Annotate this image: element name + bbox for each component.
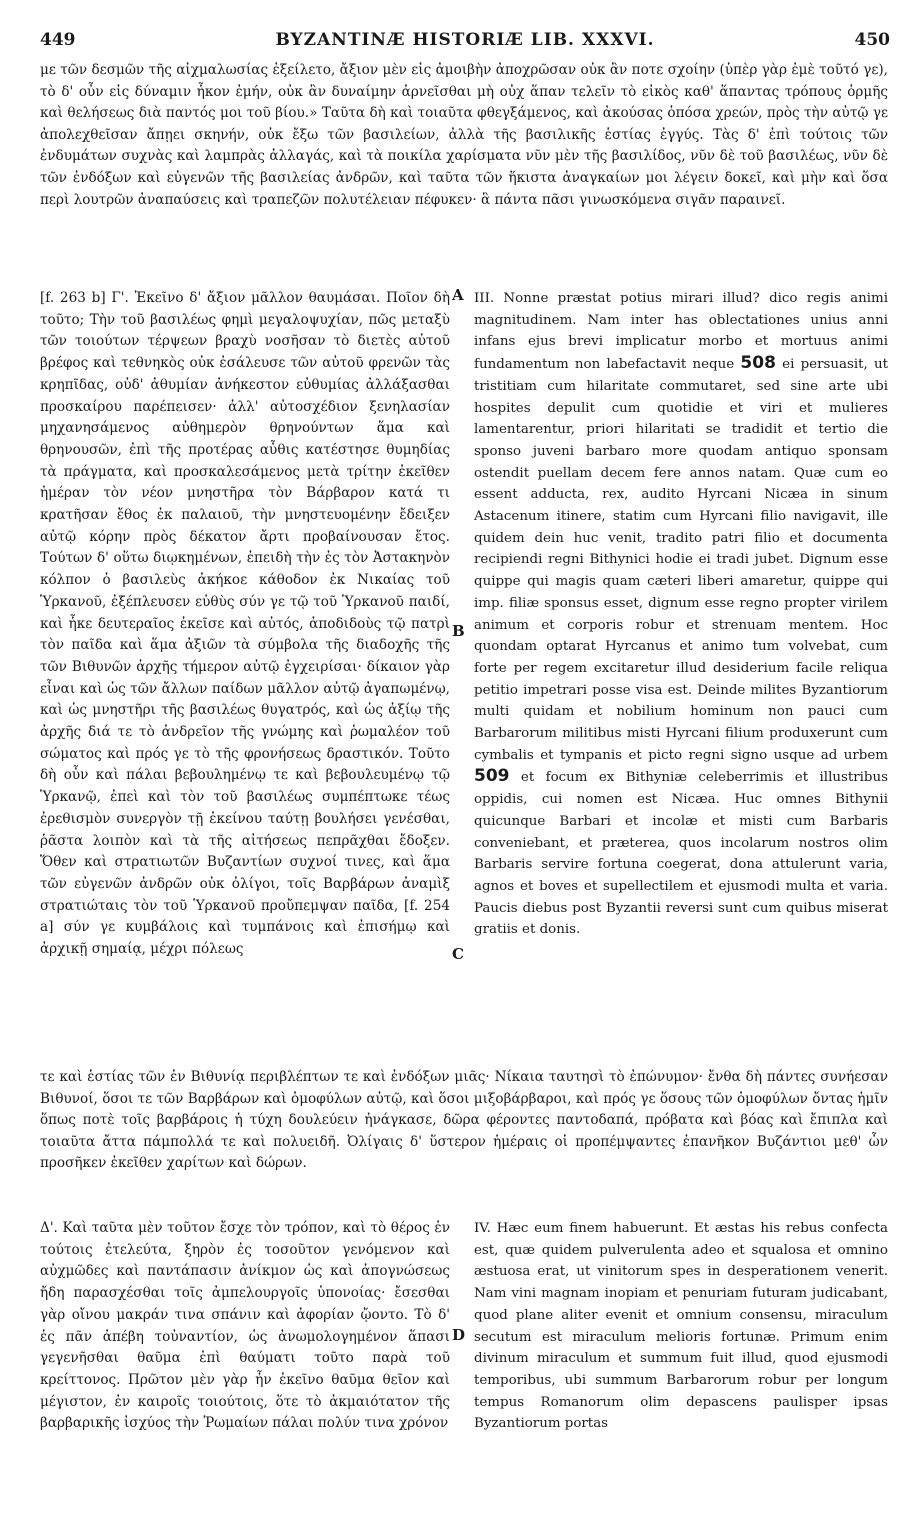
edition-page-number-509: 509: [474, 766, 510, 787]
margin-marker-d: D: [452, 1326, 466, 1344]
greek-paragraph-top: με τῶν δεσμῶν τῆς αἰχμαλωσίας ἐξείλετο, ἄξιον μὲν εἰς ἀμοιβὴν ἀποχρῶσαν οὐκ ἂν ποτε σχοίην (ὑπὲρ γὰρ ἐμὲ τοῦτό γε), τὸ δ' οὖν εἰς δύναμιν ἧκον ἐμήν, οὐκ ἂν δυναίμην ἀρνεῖσθαι μὴ οὐχ ἅπαν τελεῖν τὸ εἰκὸς καθ' ἅπαντας τρόπους ὁρμῆς καὶ θελήσεως διὰ παντός μοι τοῦ βίου.» Ταῦτα δὴ καὶ τοιαῦτα φθεγξάμενος, καὶ ἀκούσας ὁπόσα χρεών, πρὸς τὴν αὐτῷ γε ἀπολεχθεῖσαν ἄπῃει σκηνήν, οὐκ ἔξω τῶν βασιλείων, ἀλλὰ τῆς βασιλικῆς ἑστίας ἐγγύς. Τὰς δ' ἐπὶ τούτοις τῶν ἐνδυμάτων συχνὰς καὶ λαμπρὰς ἀλλαγάς, καὶ τὰ ποικίλα χαρίσματα νῦν μὲν τῆς βασιλίδος, νῦν δὲ τοῦ βασιλέως, νῦν δὲ τῶν ἐνδόξων καὶ εὐγενῶν τῆς βασιλείας ἀνδρῶν, καὶ ταῦτα τῶν ἥκιστα ἀναγκαίων μοι λέγειν δοκεῖ, καὶ μὴν καὶ ὅσα περὶ λουτρῶν ἀναπαύσεις καὶ τραπεζῶν πολυτέλειαν πέφυκεν· ἃ πάντα πᾶσι γινωσκόμενα σιγᾶν παραινεῖ.: [40, 62, 888, 208]
latin-text-3b: ei persuasit, ut tristitiam cum hilaritate commutaret, sed sine arte ubi hospites depulit cum quotidie et viri et mulieres lamentarentur, priori hilaritati se tradidit et tertio die sponso juveni barbaro more quodam antiquo sponsam ostendit puellam decem fere annos natam. Quæ cum eo essent adducta, rex, audito Hyrcani Nicæa in sinum Astacenum itinere, statim cum Hyrcani filio navigavit, ille quidem dein huc venit, tradito patri filio et documenta recipiendi regni Bithynici hodie ei tradi jubet. Dignum esse quippe qui magis quam cæteri liberi amaretur, quippe qui imp. filiæ sponsus esset, dignum esse regno propter virilem animum et corporis robur et strenuam mentem. Hoc quondam optarat Hyrcanus et animo tum volvebat, cum forte per regem excitaretur illud desiderium facile reliqua petitio impetrari posse visa est. Deinde milites Byzantiorum multi quidam et nobilium hominum non pauci cum Barbarorum militibus misti Hyrcani filium produxerunt cum cymbalis et tympanis et picto regni signo usque ad urbem: [474, 357, 888, 763]
page-number-right: 450: [854, 30, 890, 50]
latin-text-3c: et focum ex Bithyniæ celeberrimis et illustribus oppidis, cui nomen est Nicæa. Huc omnes Bithynii quicunque Barbari et incolæ et misti cum Barbaris conveniebant, et præterea, quos incolarum nostros olim Barbaris servire fortuna coegerat, dona attulerunt varia, agnos et boves et supellectilem et ejusmodi multa et varia. Paucis diebus post Byzantii reversi sunt cum quibus miserat gratiis et donis.: [474, 770, 888, 938]
page-number-left: 449: [40, 30, 76, 50]
greek-paragraph-3: [f. 263 b] Γ'. Ἐκεῖνο δ' ἄξιον μᾶλλον θαυμάσαι. Ποῖον δὴ τοῦτο; Τὴν τοῦ βασιλέως φημὶ μεγαλοψυχίαν, πῶς μεταξὺ τῶν τοιούτων τέρψεων βραχὺ νοσῆσαν τὸ διετὲς αὐτοῦ βρέφος καὶ τεθνηκὸς οὐκ ἐσάλευσε τῶν αὐτοῦ φρενῶν τὰς κρηπῖδας, οὐδ' ἀθυμίαν ἀνήκεστον εὐθυμίας ἀλλάξασθαι προσκαίρου παρέπεισεν· ἀλλ' αὐτοσχέδιον ξενηλασίαν μηχανησάμενος αὐθημερὸν θρηνούντων ἅμα καὶ θρηνουσῶν, ἐπὶ τῆς προτέρας αὖθις κατέστησε θυμηδίας τὰ πράγματα, καὶ προσκαλεσάμενος μετὰ τρίτην ἐκεῖθεν ἡμέραν τὸν νέον μνηστῆρα τὸν Βάρβαρον κατά τι κρατῆσαν ἔθος ἐκ παλαιοῦ, τὴν μνηστευομένην ἔδειξεν αὐτῷ κόρην πρὸς δέκατον ἄρτι προβαίνουσαν ἔτος. Τούτων δ' οὕτω διῳκημένων, ἐπειδὴ τὴν ἐς τὸν Ἀστακηνὸν κόλπον ὁ βασιλεὺς ἀκήκοε κάθοδον ἐκ Νικαίας τοῦ Ὑρκανοῦ, ἐξέπλευσεν εὐθὺς σύν γε τῷ τοῦ Ὑρκανοῦ παιδί, καὶ ἧκε δευτεραῖος ἐκεῖσε καὶ αὐτός, ἀποδιδοὺς τῷ πατρὶ τὸν παῖδα καὶ ἅμα ἀξιῶν τὰ σύμβολα τῆς διαδοχῆς τῆς τῶν Βιθυνῶν ἀρχῆς τήμερον αὐτῷ ἐγχειρίσαι· δίκαιον γὰρ εἶναι καὶ ὡς τῶν ἄλλων παίδων μᾶλλον αὐτῷ ἀγαπωμένῳ, καὶ ὡς μνηστῆρι τῆς βασιλέως θυγατρός, καὶ ὡς ἀξίῳ τῆς ἀρχῆς διά τε τὸ ἀνδρεῖον τῆς γνώμης καὶ ῥωμαλέον τοῦ σώματος καὶ πρός γε τὸ τῆς φρονήσεως δραστικόν. Τοῦτο δὴ οὖν καὶ πάλαι βεβουλημένῳ τε καὶ βεβουλευμένῳ τῷ Ὑρκανῷ, ἐπεὶ καὶ τὸν τοῦ βασιλέως συμπέπτωκε τέως ἐρεθισμὸν συνεργὸν τῇ ἐκείνου ταύτῃ βουλήσει γενέσθαι, ῥᾶστα λοιπὸν καὶ τὰ τῆς αἰτήσεως πεπρᾶχθαι ἔδοξεν. Ὅθεν καὶ στρατιωτῶν Βυζαντίων συχνοί τινες, καὶ ἅμα τῶν εὐγενῶν ἀνδρῶν οὐκ ὀλίγοι, τοῖς Βαρβάρων ἀναμὶξ στρατιώταις τὸν τοῦ Ὑρκανοῦ προὔπεμψαν παῖδα, [f. 254 a] σύν γε κυμβάλοις καὶ τυμπάνοις καὶ ἐπισήμῳ καὶ ἀρχικῇ σημαίᾳ, μέχρι πόλεως: [40, 290, 450, 958]
greek-column-section-3: [40, 288, 450, 961]
margin-marker-a: A: [452, 286, 464, 304]
greek-paragraph-4: Δ'. Καὶ ταῦτα μὲν τοῦτον ἔσχε τὸν τρόπον, καὶ τὸ θέρος ἐν τούτοις ἐτελεύτα, ξηρὸν ἐς τοσοῦτον γενόμενον καὶ αὐχμῶδες καὶ παντάπασιν ἀνίκμον ὡς καὶ ἀπογνώσεως ἤδη παρασχέσθαι τοῖς ἀμπελουργοῖς ὑπονοίας· ἔσεσθαι γὰρ οἴνου μακράν τινα σπάνιν καὶ ἀφορίαν ᾤοντο. Τὸ δ' ἐς πᾶν ἀπέβη τοὐναντίον, ὡς ἀνωμολογημένον ἅπασι γεγενῆσθαι θαῦμα ἐπὶ θαύματι τοῦτο παρὰ τοῦ κρείττονος. Πρῶτον μὲν γὰρ ἦν ἐκεῖνο θαῦμα θεῖον καὶ μέγιστον, ἐν καιροῖς τοιούτοις, ὅτε τὸ ἀκμαιότατον τῆς βαρβαρικῆς ἰσχύος τὴν Ῥωμαίων πάλαι πολύν τινα χρόνον: [40, 1220, 450, 1432]
edition-page-number-508: 508: [740, 353, 776, 374]
latin-text-3a: III. Nonne præstat potius mirari illud? dico regis animi magnitudinem. Nam inter has oblectationes unius anni infans ejus brevi implicatur morbo et mortuus animi fundamentum non labefactavit neque: [474, 291, 888, 373]
greek-paragraph-middle: τε καὶ ἑστίας τῶν ἐν Βιθυνίᾳ περιβλέπτων τε καὶ ἐνδόξων μιᾶς· Νίκαια ταυτησὶ τὸ ἐπώνυμον· ἔνθα δὴ πάντες συνήεσαν Βιθυνοί, ὅσοι τε τῶν Βαρβάρων καὶ ὁμοφύλων αὐτῷ, καὶ ὅσοι μιξοβάρβαροι, καὶ πρός γε ὅσους τῶν ὁμοφύλων ὄντας ἡμῖν ὅπως ποτὲ τοῖς βαρβάροις ἡ τύχη δουλεύειν ἠνάγκασε, δῶρα φέροντες παντοδαπά, πρόβατα καὶ βόας καὶ ἔπιπλα καὶ τοιαῦτα ἄττα πάμπολλά τε καὶ πολυειδῆ. Ὀλίγαις δ' ὕστερον ἡμέραις οἱ προπέμψαντες ἐπανῆκον Βυζάντιοι μεθ' ὧν προσῆκεν ἐκεῖθεν χαρίτων καὶ δώρων.: [40, 1069, 888, 1172]
latin-column-section-3: [474, 288, 888, 941]
margin-marker-b: B: [452, 622, 465, 640]
latin-paragraph-3: [474, 288, 888, 941]
running-header: [40, 30, 890, 56]
latin-column-section-4: [474, 1218, 888, 1435]
margin-marker-c: C: [452, 945, 464, 963]
greek-column-section-4: [40, 1218, 450, 1435]
greek-text-top: [40, 60, 888, 290]
latin-paragraph-4: IV. Hæc eum finem habuerunt. Et æstas his rebus confecta est, quæ quidem pulverulenta adeo et squalosa et omnino æstuosa erat, ut vinitorum spes in desperationem venerit. Nam vini magnam inopiam et penuriam futuram judicabant, quod plane aliter evenit et omnium consensu, miraculum secutum est miraculum melioris fortunæ. Primum enim divinum miraculum et summum fuit illud, quod ejusmodi temporibus, ubi summum Barbarorum robur per longum tempus Romanorum olim depascens paulisper ipsas Byzantiorum portas: [474, 1221, 888, 1432]
running-title: BYZANTINÆ HISTORIÆ LIB. XXXVI.: [275, 30, 655, 50]
greek-text-middle: [40, 1067, 888, 1217]
